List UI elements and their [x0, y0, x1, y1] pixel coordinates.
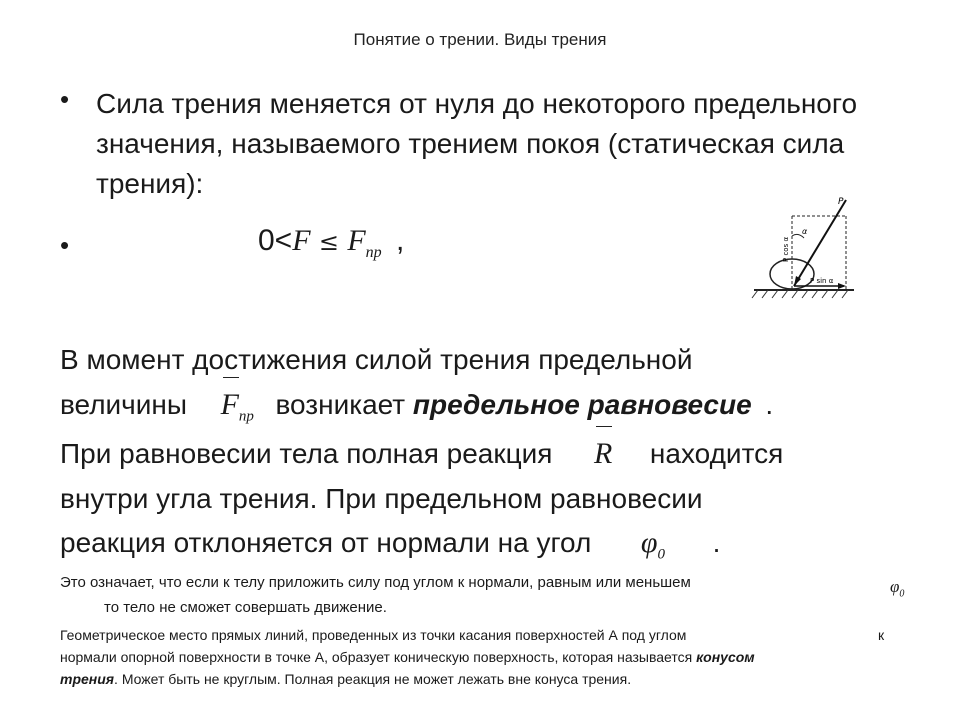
text-segment: величины	[60, 389, 187, 420]
symbol-F: F	[292, 224, 311, 257]
text-segment: находится	[649, 438, 784, 469]
figure-label-alpha: α	[802, 227, 808, 236]
text-segment: реакция отклоняется от нормали на угол	[60, 527, 592, 558]
text-segment: нормали опорной поверхности в точке А, образует коническую поверхность, которая называется	[60, 649, 693, 665]
figure-label-P: P	[838, 197, 844, 207]
limit-equilibrium-line2	[60, 383, 773, 439]
note1-line2: то тело не сможет совершать движение.	[104, 599, 387, 616]
friction-figure	[748, 192, 858, 300]
bullet-marker: •	[60, 84, 70, 114]
symbol-R: R	[594, 437, 613, 470]
bullet-marker: •	[60, 230, 70, 260]
symbol-phi0: φ	[640, 526, 658, 559]
inequality-prefix: 0<	[258, 224, 293, 257]
text-period: .	[712, 527, 721, 558]
reaction-line2: внутри угла трения. При предельном равновесии	[60, 483, 703, 514]
text-segment: возникает	[275, 389, 406, 420]
note1-line1: Это означает, что если к телу приложить силу под углом к нормали, равным или меньшем	[60, 574, 691, 591]
symbol-phi: φ	[890, 577, 900, 596]
slide-title: Понятие о трении. Виды трения	[353, 30, 607, 49]
note2-line3	[60, 668, 631, 690]
inequality-comma: ,	[396, 224, 405, 257]
text-segment: При равновесии тела полная реакция	[60, 438, 553, 469]
symbol-Fpr: F	[220, 388, 239, 421]
reaction-line1	[60, 432, 783, 476]
note2-line1-end: к	[878, 627, 885, 643]
symbol-Fmax-sub: пр	[365, 244, 382, 261]
text-segment: . Может быть не круглым. Полная реакция не может лежать вне конуса трения.	[114, 671, 632, 687]
limit-equilibrium-line1: В момент достижения силой трения предельной	[60, 344, 693, 375]
note2-line1: Геометрическое место прямых линий, проведенных из точки касания поверхностей А под углом	[60, 627, 687, 643]
figure-label-pcos: P cos α	[782, 236, 790, 262]
reaction-line3	[60, 521, 720, 577]
figure-label-psin: P sin α	[810, 277, 834, 285]
note2-line2	[60, 646, 755, 668]
symbol-Fpr-sub: пр	[238, 408, 254, 425]
symbol-leq: ≤	[318, 228, 339, 256]
term-friction: трения	[60, 671, 115, 687]
symbol-Fmax: F	[347, 224, 366, 257]
symbol-phi0-sub: 0	[657, 546, 666, 563]
term-limit-equilibrium: предельное равновесие	[412, 389, 752, 420]
text-period: .	[765, 389, 774, 420]
term-friction-cone: конусом	[696, 649, 755, 665]
friction-inequality	[258, 224, 404, 262]
note1-phi	[890, 577, 904, 599]
bullet-text-static-friction: Сила трения меняется от нуля до некоторого предельного значения, называемого трением покоя (статическая сила трения):	[96, 88, 858, 199]
symbol-phi-sub: 0	[899, 588, 905, 600]
